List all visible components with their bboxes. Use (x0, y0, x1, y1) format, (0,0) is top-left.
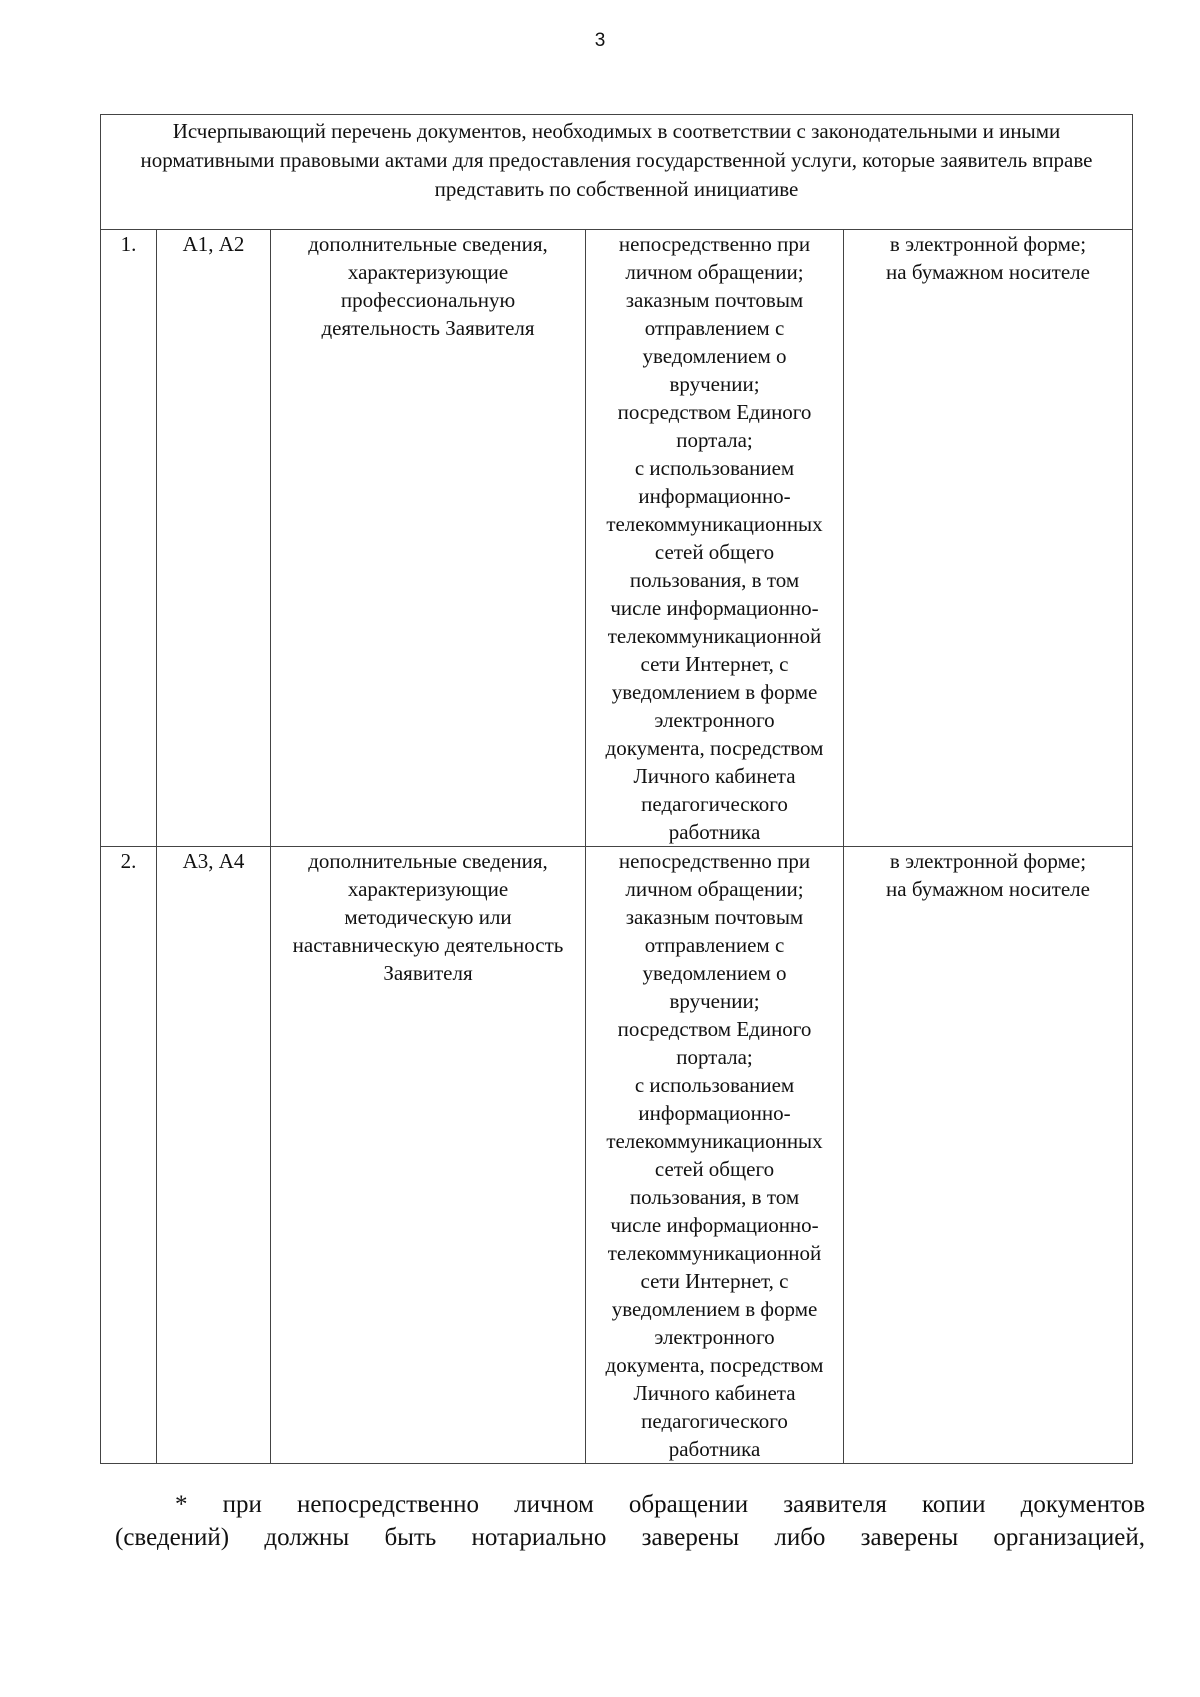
methods-line: пользования, в том (629, 568, 800, 592)
table-header-row (101, 115, 1133, 230)
table-header: Исчерпывающий перечень документов, необходимых в соответствии с законодательными и иными нормативными правовыми актами для предоставления государственной услуги, которые заявитель вправе представить по собственной инициативе (101, 115, 1133, 230)
methods-line: посредством Единого (617, 400, 812, 424)
row-number: 1. (101, 230, 157, 847)
row-description (271, 230, 586, 847)
description-line: дополнительные сведения, (308, 849, 548, 873)
methods-line: личном обращении; (625, 877, 804, 901)
description-line: Заявителя (383, 961, 473, 985)
row-codes: А1, А2 (157, 230, 271, 847)
methods-line: документа, посредством (605, 1353, 824, 1377)
methods-line: Личного кабинета (633, 1381, 796, 1405)
row-form (844, 230, 1133, 847)
row-codes: А3, А4 (157, 847, 271, 1464)
methods-line: вручении; (669, 989, 760, 1013)
methods-line: работника (668, 820, 761, 844)
form-line: на бумажном носителе (886, 877, 1090, 901)
methods-line: отправлением с (644, 933, 785, 957)
methods-line: телекоммуникационной (607, 624, 822, 648)
methods-line: посредством Единого (617, 1017, 812, 1041)
methods-line: вручении; (669, 372, 760, 396)
footnote-line: * при непосредственно личном обращении заявителя копии документов (175, 1491, 1145, 1518)
documents-table (100, 114, 1133, 1464)
footnote (115, 1488, 1145, 1554)
methods-line: уведомлением о (642, 961, 787, 985)
methods-line: электронного (654, 1325, 775, 1349)
form-line: в электронной форме; (889, 849, 1087, 873)
table-row (101, 230, 1133, 847)
page-number: 3 (594, 30, 606, 51)
footnote-line: (сведений) должны быть нотариально заверены либо заверены организацией, (115, 1524, 1145, 1551)
methods-line: педагогического (641, 1409, 788, 1433)
description-line: профессиональную (340, 288, 516, 312)
methods-line: заказным почтовым (625, 288, 804, 312)
methods-line: Личного кабинета (633, 764, 796, 788)
row-form (844, 847, 1133, 1464)
methods-line: непосредственно при (618, 849, 811, 873)
form-line: на бумажном носителе (886, 260, 1090, 284)
methods-line: с использованием (634, 456, 795, 480)
methods-line: уведомлением в форме (611, 680, 818, 704)
methods-line: числе информационно- (610, 596, 819, 620)
methods-line: телекоммуникационных (606, 1129, 823, 1153)
methods-line: электронного (654, 708, 775, 732)
methods-line: документа, посредством (605, 736, 824, 760)
methods-line: сетей общего (654, 540, 775, 564)
methods-line: пользования, в том (629, 1185, 800, 1209)
methods-line: педагогического (641, 792, 788, 816)
methods-line: телекоммуникационных (606, 512, 823, 536)
description-line: методическую или (344, 905, 512, 929)
description-line: дополнительные сведения, (308, 232, 548, 256)
methods-line: сети Интернет, с (640, 1269, 789, 1293)
form-line: в электронной форме; (889, 232, 1087, 256)
methods-line: отправлением с (644, 316, 785, 340)
methods-line: с использованием (634, 1073, 795, 1097)
table-row (101, 847, 1133, 1464)
methods-line: портала; (676, 1045, 753, 1069)
description-line: деятельность Заявителя (321, 316, 535, 340)
description-line: наставническую деятельность (292, 933, 564, 957)
methods-line: числе информационно- (610, 1213, 819, 1237)
row-methods (586, 230, 844, 847)
methods-line: портала; (676, 428, 753, 452)
description-line: характеризующие (347, 260, 509, 284)
row-description (271, 847, 586, 1464)
methods-line: телекоммуникационной (607, 1241, 822, 1265)
methods-line: уведомлением в форме (611, 1297, 818, 1321)
methods-line: сети Интернет, с (640, 652, 789, 676)
row-methods (586, 847, 844, 1464)
methods-line: сетей общего (654, 1157, 775, 1181)
description-line: характеризующие (347, 877, 509, 901)
methods-line: работника (668, 1437, 761, 1461)
methods-line: личном обращении; (625, 260, 804, 284)
methods-line: информационно- (638, 1101, 791, 1125)
methods-line: непосредственно при (618, 232, 811, 256)
methods-line: уведомлением о (642, 344, 787, 368)
methods-line: заказным почтовым (625, 905, 804, 929)
methods-line: информационно- (638, 484, 791, 508)
row-number: 2. (101, 847, 157, 1464)
